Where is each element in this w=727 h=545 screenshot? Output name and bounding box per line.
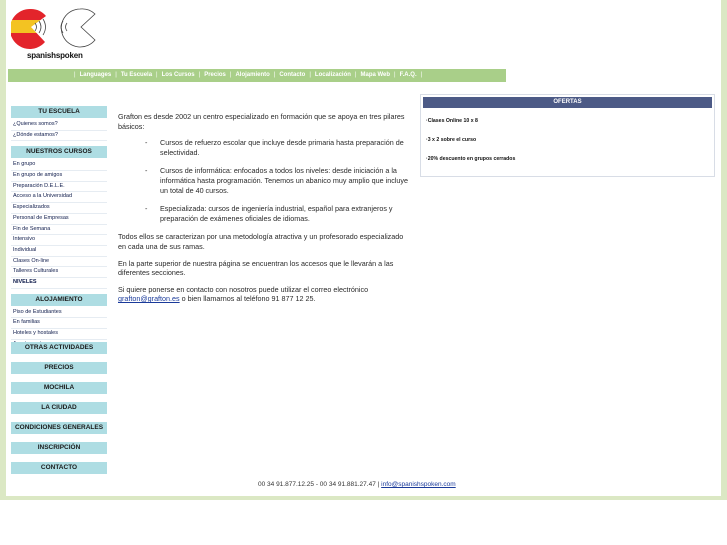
nav-link[interactable]: Mapa Web — [360, 72, 391, 78]
contact-phone-text: o bien llamarnos al teléfono 91 877 12 25. — [179, 294, 316, 304]
pillar-text: Especializada: cursos de ingeniería industrial, español para extranjeros y preparación de exámenes oficiales de idiomas. — [160, 204, 393, 223]
page-frame-bottom — [0, 496, 727, 500]
offers-heading: OFERTAS — [423, 97, 712, 108]
contact-paragraph — [118, 285, 410, 304]
nav-link[interactable]: F.A.Q. — [399, 72, 417, 78]
offer-item[interactable]: ·Clases Online 10 x 8 — [426, 118, 478, 124]
sidebar-item[interactable]: ¿Quienes somos? — [11, 120, 107, 131]
sidebar-button[interactable]: CONTACTO — [11, 462, 107, 474]
sidebar-item[interactable]: Talleres Culturales — [11, 267, 107, 278]
sections-paragraph: En la parte superior de nuestra página se encuentran los accesos que le llevarán a las diferentes secciones. — [118, 258, 394, 278]
sidebar-item[interactable]: Hoteles y hostales — [11, 329, 107, 340]
sidebar-item[interactable]: En grupo — [11, 160, 107, 171]
intro-paragraph: Grafton es desde 2002 un centro especializado en formación que se apoya en tres pilares básicos: — [118, 112, 405, 131]
nav-link[interactable]: Languages — [79, 72, 112, 78]
footer-email-link[interactable]: info@spanishspoken.com — [381, 481, 456, 488]
sidebar-heading-tu-escuela[interactable]: TU ESCUELA — [11, 106, 107, 118]
logo-flag-pacman-icon — [11, 6, 103, 56]
nav-link[interactable]: Precios — [204, 72, 226, 78]
sidebar-item[interactable]: En familias — [11, 318, 107, 329]
sidebar-item[interactable]: ¿Dónde estamos? — [11, 131, 107, 142]
sidebar-item[interactable]: NIVELES — [11, 278, 107, 289]
sidebar-item[interactable]: En grupo de amigos — [11, 171, 107, 182]
list-item — [118, 204, 410, 223]
sidebar-item[interactable]: Individual — [11, 246, 107, 257]
sidebar-button[interactable]: CONDICIONES GENERALES — [11, 422, 107, 434]
nav-separator: | — [273, 72, 276, 78]
sidebar-item[interactable]: Acceso a la Universidad — [11, 192, 107, 203]
sidebar-group-tu-escuela — [11, 120, 107, 141]
footer-pipe: | — [377, 481, 380, 488]
email-link[interactable]: grafton@grafton.es — [118, 294, 180, 304]
sidebar-button[interactable]: PRECIOS — [11, 362, 107, 374]
sidebar-group-cursos — [11, 160, 107, 288]
nav-link[interactable]: Los Cursos — [161, 72, 195, 78]
contact-text: Si quiere ponerse en contacto con nosotros puede utilizar el correo electrónico — [118, 284, 369, 294]
logo-wordmark: spanishspoken — [27, 51, 83, 60]
offer-item[interactable]: ·20% descuento en grupos cerrados — [426, 156, 516, 162]
sidebar-heading-alojamiento[interactable]: ALOJAMIENTO — [11, 294, 107, 306]
page-frame-left — [0, 0, 6, 500]
list-dash: - — [145, 166, 148, 176]
nav-link[interactable]: Alojamiento — [235, 72, 270, 78]
offer-item[interactable]: ·3 x 2 sobre el curso — [426, 137, 477, 143]
footer-phones: 00 34 91.877.12.25 - 00 34 91.881.27.47 — [258, 481, 376, 488]
nav-separator: | — [229, 72, 232, 78]
offers-box — [420, 94, 715, 177]
footer — [258, 481, 456, 488]
sidebar-button[interactable]: MOCHILA — [11, 382, 107, 394]
sidebar-item[interactable]: Piso de Estudiantes — [11, 308, 107, 319]
nav-separator: | — [354, 72, 357, 78]
nav-separator: | — [198, 72, 201, 78]
list-item — [118, 138, 410, 157]
nav-link[interactable]: Contacto — [279, 72, 306, 78]
sidebar-item[interactable]: Especializados — [11, 203, 107, 214]
nav-items — [70, 69, 426, 82]
nav-link[interactable]: Tu Escuela — [120, 72, 153, 78]
nav-link[interactable]: Localización — [314, 72, 351, 78]
sidebar-item[interactable]: Clases On-line — [11, 257, 107, 268]
top-navbar — [8, 69, 506, 82]
sidebar-item[interactable]: Intensivo — [11, 235, 107, 246]
list-dash: - — [145, 204, 148, 214]
sidebar-button[interactable]: OTRAS ACTIVIDADES — [11, 342, 107, 354]
page-frame-right — [721, 0, 727, 500]
nav-separator: | — [394, 72, 396, 78]
nav-separator: | — [309, 72, 311, 78]
list-item — [118, 166, 410, 195]
sidebar-heading-cursos[interactable]: NUESTROS CURSOS — [11, 146, 107, 158]
sidebar-item[interactable]: Personal de Empresas — [11, 214, 107, 225]
nav-separator: | — [74, 72, 76, 78]
sidebar-item[interactable]: Fin de Semana — [11, 225, 107, 236]
nav-separator: | — [115, 72, 117, 78]
sidebar-button[interactable]: LA CIUDAD — [11, 402, 107, 414]
sidebar-button[interactable]: INSCRIPCIÓN — [11, 442, 107, 454]
methodology-paragraph: Todos ellos se caracterizan por una metodología atractiva y un profesorado especializado en cada una de sus ramas. — [118, 232, 404, 251]
sidebar — [11, 106, 107, 350]
pillar-text: Cursos de refuerzo escolar que incluye desde primaria hasta preparación de selectividad. — [160, 138, 404, 157]
nav-separator: | — [420, 72, 423, 78]
nav-separator: | — [156, 72, 158, 78]
main-content — [118, 112, 410, 311]
sidebar-item[interactable]: Preparación D.E.L.E. — [11, 182, 107, 193]
list-dash: - — [145, 138, 148, 148]
pillar-text: Cursos de informática: enfocados a todos los niveles: desde iniciación a la informática hasta programación. Tenemos un abanico muy amplio que incluye un total de 40 cursos. — [160, 166, 408, 195]
pillars-list — [118, 138, 410, 223]
